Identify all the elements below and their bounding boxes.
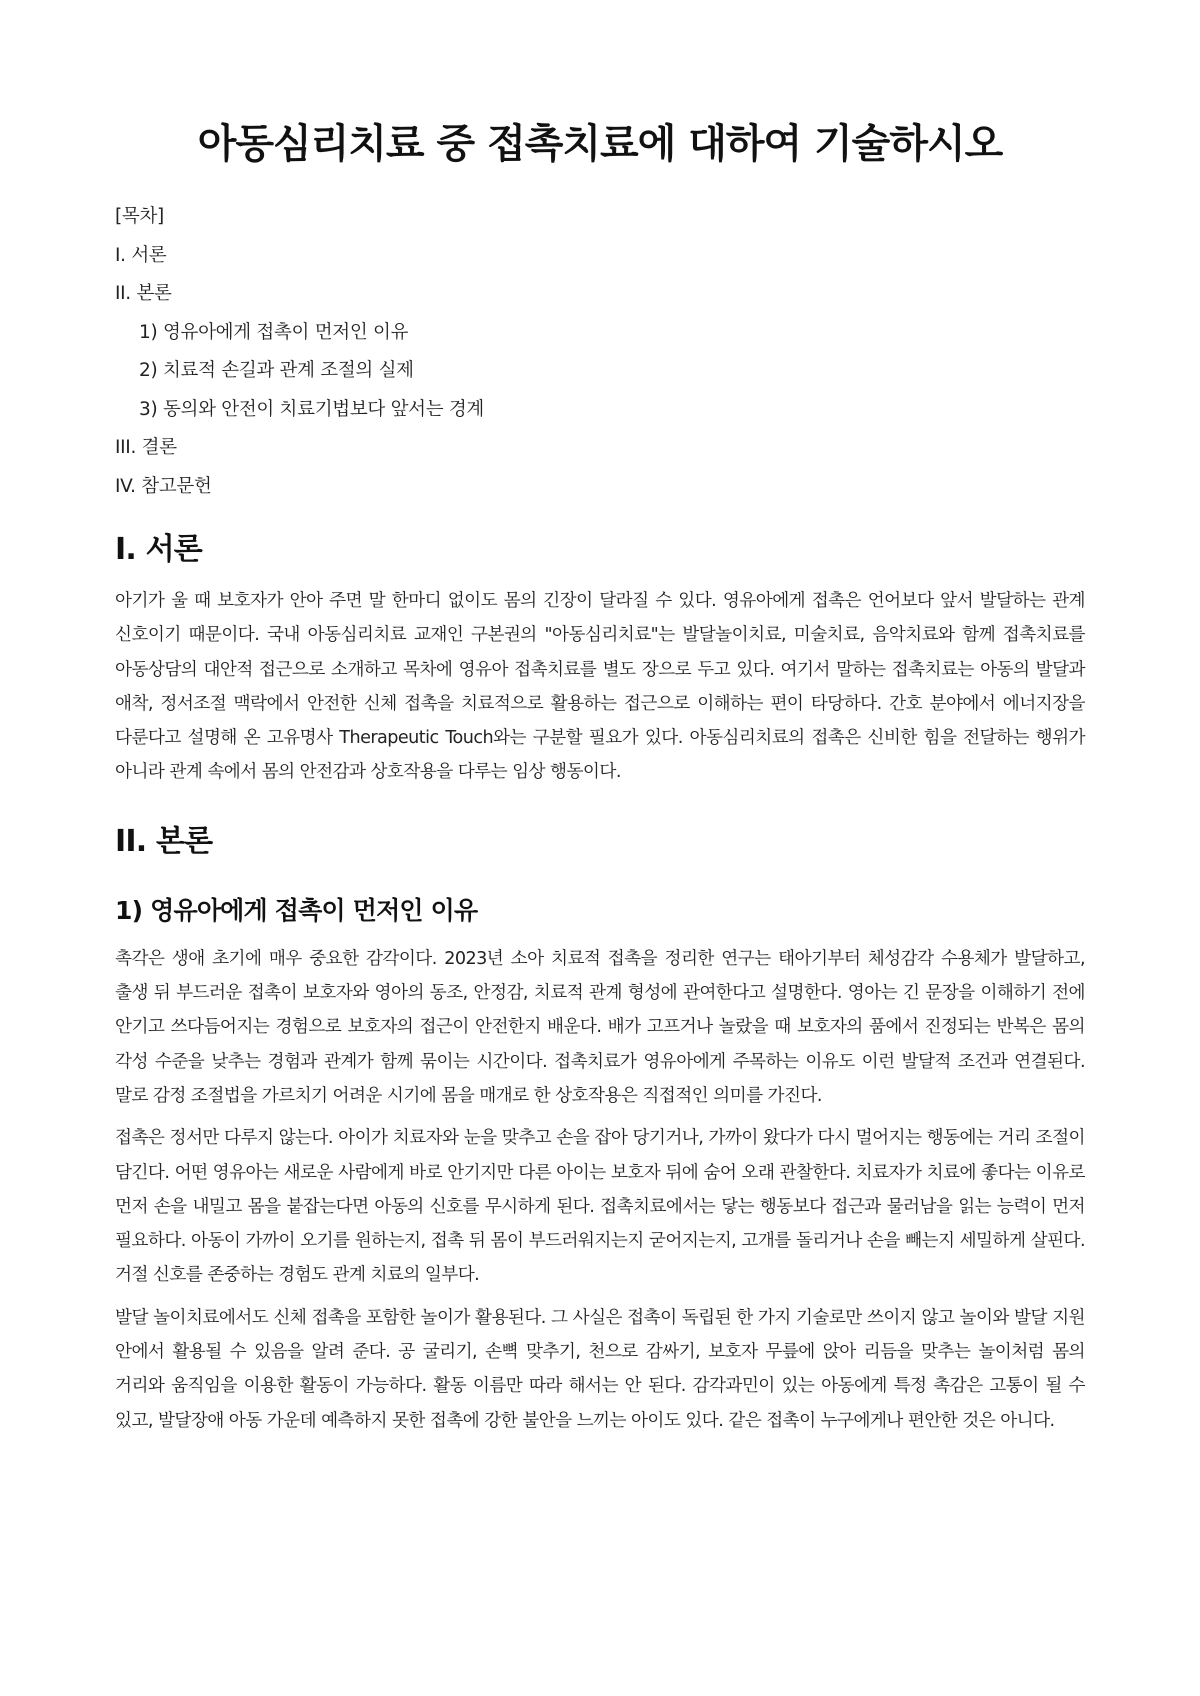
document-title: 아동심리치료 중 접촉치료에 대하여 기술하시오 — [197, 121, 1003, 167]
toc-item-body: II. 본론 — [115, 283, 172, 304]
section-heading-introduction: I. 서론 — [115, 532, 202, 567]
toc-item-body-2: 2) 치료적 손길과 관계 조절의 실제 — [139, 360, 414, 381]
section-body — [115, 818, 1085, 1438]
toc-item-body-1: 1) 영유아에게 접촉이 먼저인 이유 — [139, 321, 409, 343]
toc-label: [목차] — [115, 206, 164, 227]
table-of-contents — [115, 198, 1085, 506]
introduction-paragraph: 아기가 울 때 보호자가 안아 주면 말 한마디 없이도 몸의 긴장이 달라질 수 있다. 영유아에게 접촉은 언어보다 앞서 발달하는 관계 신호이기 때문이다. 국내 아동심리치료 교재인 구본권의 "아동심리치료"는 발달놀이치료, 미술치료, 음악치료와 함께 접촉치료를 아동상담의 대안적 접근으로 소개하고 목차에 영유아 접촉치료를 별도 장으로 두고 있다. 여기서 말하는 접촉치료는 아동의 발달과 애착, 정서조절 맥락에서 안전한 신체 접촉을 치료적으로 활용하는 접근으로 이해하는 편이 타당하다. 간호 분야에서 에너지장을 다룬다고 설명해 온 고유명사 Therapeutic Touch와는 구분할 필요가 있다. 아동심리치료의 접촉은 신비한 힘을 전달하는 행위가 아니라 관계 속에서 몸의 안전감과 상호작용을 다루는 임상 행동이다. — [115, 591, 1085, 783]
body-paragraph-2: 접촉은 정서만 다루지 않는다. 아이가 치료자와 눈을 맞추고 손을 잡아 당기거나, 가까이 왔다가 다시 멀어지는 행동에는 거리 조절이 담긴다. 어떤 영유아는 새로운 사람에게 바로 안기지만 다른 아이는 보호자 뒤에 숨어 오래 관찰한다. 치료자가 치료에 좋다는 이유로 먼저 손을 내밀고 몸을 붙잡는다면 아동의 신호를 무시하게 된다. 접촉치료에서는 닿는 행동보다 접근과 물러남을 읽는 능력이 먼저 필요하다. 아동이 가까이 오기를 원하는지, 접촉 뒤 몸이 부드러워지는지 굳어지는지, 고개를 돌리거나 손을 빼는지 세밀하게 살핀다. 거절 신호를 존중하는 경험도 관계 치료의 일부다. — [115, 1128, 1085, 1286]
subsection-heading-1: 1) 영유아에게 접촉이 먼저인 이유 — [115, 895, 478, 925]
toc-item-introduction: I. 서론 — [115, 244, 167, 266]
body-paragraph-3: 발달 놀이치료에서도 신체 접촉을 포함한 놀이가 활용된다. 그 사실은 접촉이 독립된 한 가지 기술로만 쓰이지 않고 놀이와 발달 지원 안에서 활용될 수 있음을 알려 준다. 공 굴리기, 손뼉 맞추기, 천으로 감싸기, 보호자 무릎에 앉아 리듬을 맞추는 놀이처럼 몸의 거리와 움직임을 이용한 활동이 가능하다. 활동 이름만 따라 해서는 안 된다. 감각과민이 있는 아동에게 특정 촉감은 고통이 될 수 있고, 발달장애 아동 가운데 예측하지 못한 접촉에 강한 불안을 느끼는 아이도 있다. 같은 접촉이 누구에게나 편안한 것은 아니다. — [115, 1307, 1085, 1431]
toc-item-body-3: 3) 동의와 안전이 치료기법보다 앞서는 경계 — [139, 398, 484, 420]
toc-item-conclusion: III. 결론 — [115, 437, 177, 458]
toc-item-references: IV. 참고문헌 — [115, 475, 212, 497]
section-heading-body: II. 본론 — [115, 823, 213, 859]
body-paragraph-1: 촉각은 생애 초기에 매우 중요한 감각이다. 2023년 소아 치료적 접촉을 정리한 연구는 태아기부터 체성감각 수용체가 발달하고, 출생 뒤 부드러운 접촉이 보호자와 영아의 동조, 안정감, 치료적 관계 형성에 관여한다고 설명한다. 영아는 긴 문장을 이해하기 전에 안기고 쓰다듬어지는 경험으로 보호자의 접근이 안전한지 배운다. 배가 고프거나 놀랐을 때 보호자의 품에서 진정되는 반복은 몸의 각성 수준을 낮추는 경험과 관계가 함께 묶이는 시간이다. 접촉치료가 영유아에게 주목하는 이유도 이런 발달적 조건과 연결된다. 말로 감정 조절법을 가르치기 어려운 시기에 몸을 매개로 한 상호작용은 직접적인 의미를 가진다. — [115, 948, 1085, 1106]
section-introduction — [115, 526, 1085, 790]
